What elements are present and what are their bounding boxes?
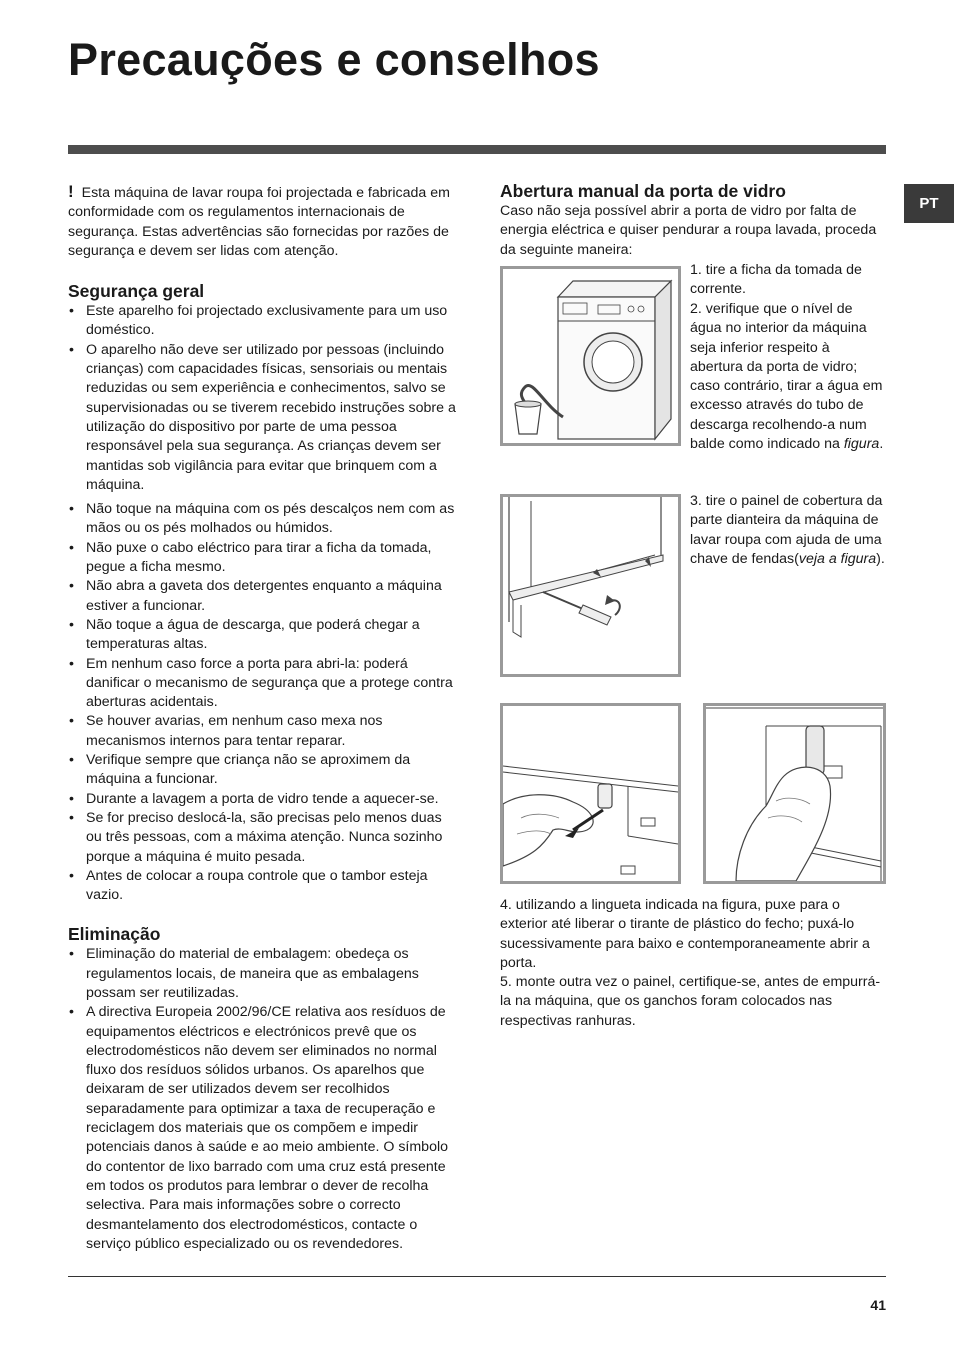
- abertura-intro: Caso não seja possível abrir a porta de vidro por falta de energia eléctrica e quiser pendurar a roupa lavada, proceda da seguinte maneira:: [500, 203, 877, 258]
- panel-screwdriver-illustration: [503, 497, 678, 674]
- figure-panel-removal: [500, 494, 681, 677]
- list-item: • A directiva Europeia 2002/96/CE relativa aos resíduos de equipamentos eléctricos e electrónicos prevê que os electrodomésticos não devem ser eliminados no normal fluxo dos resíduos sólidos urbanos. Os aparelhos que deixaram de ser utilizados devem ser recolhidos separadamente para optimizar a taxa de recuperação e reciclagem dos materiais que os compõem e impedir potenciais danos à saúde e ao meio ambiente. O símbolo do contentor de lixo barrado com uma cruz está presente em todos os produtos para lembrar o dever de recolha selectiva. Para mais informações sobre o correcto desmantelamento dos electrodomésticos, contacte o serviço público especializado ou os revendedores.: [68, 1003, 456, 1254]
- language-tab: PT: [904, 184, 954, 223]
- heading-abertura: Abertura manual da porta de vidro: [500, 181, 786, 201]
- step-3-figure-ref: veja a figura: [798, 550, 877, 567]
- list-item: • Se houver avarias, em nenhum caso mexa nos mecanismos internos para tentar reparar.: [68, 712, 456, 751]
- list-item: • Se for preciso deslocá-la, são precisas pelo menos duas ou três pessoas, com a máxima atenção. Nunca sozinho porque a máquina é muito pesada.: [68, 809, 456, 867]
- list-item: • Em nenhum caso force a porta para abri-la: poderá danificar o mecanismo de segurança que a protege contra aberturas acidentais.: [68, 655, 456, 713]
- header-divider: [68, 145, 886, 154]
- list-item: • O aparelho não deve ser utilizado por pessoas (incluindo crianças) com capacidades físicas, sensoriais ou mentais reduzidas ou sem experiência e conhecimentos, salvo se supervisionadas ou se tiverem recebido instruções sobre a utilização do dispositivo por parte de uma pessoa responsável pela sua segurança. As crianças devem ser mantidas sob vigilância para evitar que brinquem com a máquina.: [68, 341, 456, 495]
- list-item: • Não puxe o cabo eléctrico para tirar a ficha da tomada, pegue a ficha mesmo.: [68, 539, 456, 578]
- hand-pull-tab-illustration: [503, 706, 678, 881]
- hand-tab-closeup-illustration: [706, 706, 883, 881]
- figure-drain-machine: [500, 266, 681, 446]
- step-2-text: 2. verifique que o nível de água no interior da máquina seja inferior respeito à abertura da porta de vidro; caso contrário, tirar a água em excesso através do tubo de descarga recolhendo-a num balde como indicado na: [690, 301, 883, 453]
- list-item: • Não toque a água de descarga, que poderá chegar a temperaturas altas.: [68, 616, 456, 655]
- list-item: • Eliminação do material de embalagem: obedeça os regulamentos locais, de maneira que as embalagens possam ser reutilizadas.: [68, 945, 456, 1003]
- intro-text: Esta máquina de lavar roupa foi projectada e fabricada em conformidade com os regulamentos internacionais de segurança. Estas advertências são fornecidas por razões de segurança e devem ser lidas com atenção.: [68, 185, 450, 259]
- step-4: 4. utilizando a lingueta indicada na figura, puxe para o exterior até liberar o tirante de plástico do fecho; puxá-lo sucessivamente para baixo e contemporaneamente abrir a porta.: [500, 897, 870, 971]
- list-item: • Verifique sempre que criança não se aproximem da máquina a funcionar.: [68, 751, 456, 790]
- seguranca-list: [68, 302, 456, 905]
- list-item: • Não abra a gaveta dos detergentes enquanto a máquina estiver a funcionar.: [68, 577, 456, 616]
- step-1: 1. tire a ficha da tomada de corrente.: [690, 262, 862, 298]
- figure-pull-tab: [500, 703, 681, 884]
- step-2: [690, 300, 886, 454]
- intro-paragraph: [68, 182, 456, 261]
- left-column: [68, 182, 456, 1254]
- list-item: • Não toque na máquina com os pés descalços nem com as mãos ou os pés molhados ou húmidos.: [68, 500, 456, 539]
- eliminacao-list: [68, 945, 456, 1254]
- page-title: Precauções e conselhos: [68, 34, 600, 85]
- right-column: [500, 180, 886, 260]
- footer-divider: [68, 1276, 886, 1277]
- page-number: 41: [870, 1297, 886, 1313]
- warning-mark: !: [68, 182, 74, 201]
- list-item: • Este aparelho foi projectado exclusivamente para um uso doméstico.: [68, 302, 456, 341]
- figure-tab-closeup: [703, 703, 886, 884]
- step-3-end: ).: [876, 550, 885, 567]
- list-item: • Durante a lavagem a porta de vidro tende a aquecer-se.: [68, 790, 456, 809]
- list-item: • Antes de colocar a roupa controle que o tambor esteja vazio.: [68, 867, 456, 906]
- step-5: 5. monte outra vez o painel, certifique-se, antes de empurrá-la na máquina, que os ganchos foram colocados nas respectivas ranhuras.: [500, 974, 881, 1029]
- step-2-figure-ref: figura: [843, 436, 880, 453]
- step-3-text: 3. tire o painel de cobertura da parte dianteira da máquina de lavar roupa com ajuda de uma chave de fendas(: [690, 493, 883, 567]
- heading-eliminacao: Eliminação: [68, 924, 161, 945]
- step-3: [690, 492, 886, 569]
- washing-machine-drain-illustration: [503, 269, 678, 443]
- step-2-end: .: [879, 436, 884, 453]
- heading-seguranca: Segurança geral: [68, 281, 205, 302]
